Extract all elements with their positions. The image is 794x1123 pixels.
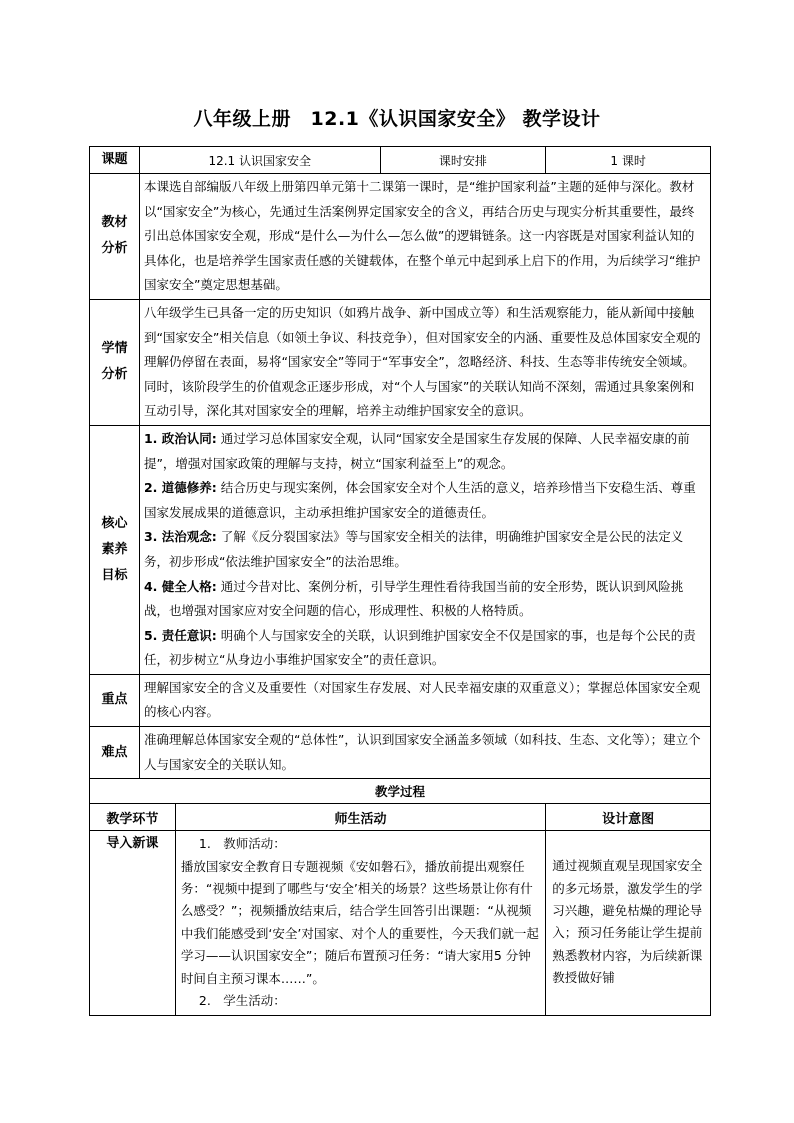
difficulties-row: [90, 727, 711, 779]
goal-item-text: 通过今昔对比、案例分析，引导学生理性看待我国当前的安全形势，既认识到风险挑战，也增强对国家应对安全问题的信心，形成理性、积极的人格特质。: [143, 578, 684, 619]
key-points-row: [90, 674, 711, 726]
key-points-label: 重点: [90, 674, 140, 726]
process-section-title: 教学过程: [90, 779, 711, 804]
lesson-plan-table: [89, 146, 711, 1016]
goal-item-title: 1. 政治认同:: [143, 430, 217, 446]
process-header-row: [90, 804, 711, 831]
hours-label: 课时安排: [380, 147, 546, 174]
hours-value: 1 课时: [546, 147, 711, 174]
goal-item-title: 2. 道德修养:: [143, 480, 217, 496]
difficulties-text: 准确理解总体国家安全观的“总体性”，认识到国家安全涵盖多领域（如科技、生态、文化等）；建立个人与国家安全的关联认知。: [139, 727, 710, 779]
goal-item-title: 5. 责任意识:: [143, 627, 217, 643]
stage-cell: 导入新课: [90, 831, 176, 1015]
key-points-text: 理解国家安全的含义及重要性（对国家生存发展、对人民幸福安康的双重意义）；掌握总体国家安全观的核心内容。: [139, 674, 710, 726]
material-label: [90, 174, 140, 300]
goal-item-text: 了解《反分裂国家法》等与国家安全相关的法律，明确维护国家安全是公民的法定义务，初步形成“依法维护国家安全”的法治思维。: [143, 529, 684, 569]
goal-item: [144, 575, 706, 624]
goal-item-title: 4. 健全人格:: [143, 578, 217, 594]
students-text: 八年级学生已具备一定的历史知识（如鸦片战争、新中国成立等）和生活观察能力，能从新闻中接触到“国家安全”相关信息（如领土争议、科技竞争），但对国家安全的内涵、重要性及总体国家安全观的理解仍停留在表面，易将“国家安全”等同于“军事安全”，忽略经济、科技、生态等非传统安全领域。同时，该阶段学生的价值观念正逐步形成，对“个人与国家”的关联认知尚不深刻，需通过具象案例和互动引导，深化其对国家安全的理解，培养主动维护国家安全的意识。: [139, 299, 710, 425]
col-activity-header: 师生活动: [175, 804, 545, 831]
process-row: [90, 831, 711, 1015]
goal-item-title: 3. 法治观念:: [143, 529, 217, 545]
goal-item-text: 通过学习总体国家安全观，认同“国家安全是国家生存发展的保障、人民幸福安康的前提”，增强对国家政策的理解与支持，树立“国家利益至上”的观念。: [143, 430, 690, 471]
activity-cell: [175, 831, 545, 1015]
goals-label: [90, 425, 140, 674]
goal-item-text: 明确个人与国家安全的关联，认识到维护国家安全不仅是国家的事，也是每个公民的责任，初步树立“从身边小事维护国家安全”的责任意识。: [143, 627, 696, 668]
process-section-row: [90, 779, 711, 804]
col-intent-header: 设计意图: [546, 804, 711, 831]
students-label-text: 学情分析: [101, 341, 128, 383]
teacher-activity-text: 播放国家安全教育日专题视频《安如磐石》，播放前提出观察任务：“视频中提到了哪些与‘安全’相关的场景？这些场景让你有什么感受？”；视频播放结束后，结合学生回答引出课题：“从视频中我们能感受到‘安全’对国家、对个人的重要性，今天我们就一起学习——认识国家安全”；随后布置预习任务：“请大家用5 分钟时间自主预习课本……”。: [180, 858, 539, 986]
students-row: [90, 299, 711, 425]
goals-label-text: 核心素养目标: [101, 515, 128, 583]
material-label-text: 教材分析: [101, 215, 128, 257]
goal-item: [144, 525, 706, 574]
goals-row: [90, 425, 711, 674]
material-row: [90, 174, 711, 300]
goal-item: [144, 427, 706, 476]
topic-row: [90, 147, 711, 174]
goals-list: [139, 425, 710, 674]
intent-cell: 通过视频直观呈现国家安全的多元场景，激发学生的学习兴趣，避免枯燥的理论导入；预习任务能让学生提前熟悉教材内容，为后续新课教授做好铺: [546, 831, 711, 1015]
student-activity-heading: 2. 学生活动：: [198, 993, 286, 1009]
material-text: 本课选自部编版八年级上册第四单元第十二课第一课时，是“维护国家利益”主题的延伸与深化。教材以“国家安全”为核心，先通过生活案例界定国家安全的含义，再结合历史与现实分析其重要性，最终引出总体国家安全观，形成“是什么—为什么—怎么做”的逻辑链条。这一内容既是对国家利益认知的具体化，也是培养学生国家责任感的关键载体，在整个单元中起到承上启下的作用，为后续学习“维护国家安全”奠定思想基础。: [139, 174, 710, 300]
goal-item-text: 结合历史与现实案例，体会国家安全对个人生活的意义，培养珍惜当下安稳生活、尊重国家发展成果的道德意识，主动承担维护国家安全的道德责任。: [143, 480, 696, 520]
col-stage-header: 教学环节: [90, 804, 176, 831]
teacher-activity-heading: 1. 教师活动：: [198, 836, 286, 852]
goal-item: [144, 624, 706, 673]
document-title: 八年级上册 12.1《认识国家安全》 教学设计: [193, 108, 601, 130]
goal-item: [144, 476, 706, 525]
difficulties-label: 难点: [90, 727, 140, 779]
students-label: [90, 299, 140, 425]
topic-value: 12.1 认识国家安全: [139, 147, 380, 174]
topic-label: 课题: [90, 147, 140, 174]
